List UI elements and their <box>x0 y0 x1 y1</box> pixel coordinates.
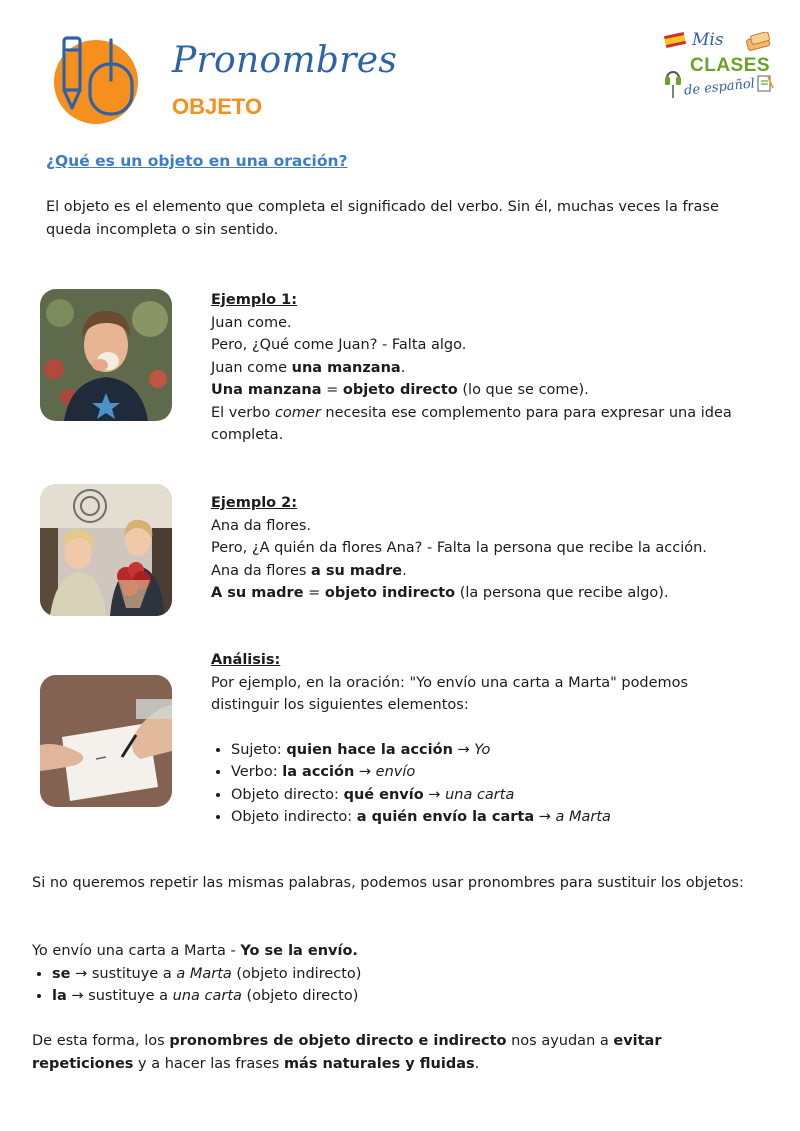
brand-mis: Mis <box>692 30 724 50</box>
list-item: • se → sustituye a a Marta (objeto indirecto) <box>52 963 752 986</box>
list-item: • Objeto indirecto: a quién envío la carta → a Marta <box>231 806 756 829</box>
pencil-mouse-logo-icon <box>50 34 150 126</box>
example-2-line4: A su madre = objeto indirecto (la persona que recibe algo). <box>211 585 669 601</box>
example-2-line3: Ana da flores a su madre. <box>211 562 407 579</box>
analysis-text: Por ejemplo, en la oración: "Yo envío una carta a Marta" podemos distinguir los siguientes elementos: <box>211 674 689 713</box>
example-sentence: Yo envío una carta a Marta - Yo se la envío. <box>32 943 358 959</box>
pronouns-paragraph: Si no queremos repetir las mismas palabras, podemos usar pronombres para sustituir los objetos: <box>32 875 744 891</box>
photo-boy-eating-apple <box>40 289 172 421</box>
spain-flag-icon <box>664 32 686 48</box>
example-2-block <box>211 492 756 605</box>
analysis-block <box>211 649 756 829</box>
list-item: • la → sustituye a una carta (objeto directo) <box>52 985 752 1008</box>
example-1-line1: Juan come. <box>211 314 292 331</box>
section-question-heading: ¿Qué es un objeto en una oración? <box>46 152 348 170</box>
conclusion-paragraph: De esta forma, los pronombres de objeto directo e indirecto nos ayudan a evitar repeticiones y a hacer las frases más naturales y fluidas. <box>32 1033 662 1072</box>
tickets-icon <box>744 32 774 52</box>
photo-flowers-gift <box>40 484 172 616</box>
example-1-line5: El verbo comer necesita ese complemento para para expresar una idea completa. <box>211 404 732 443</box>
pronoun-list <box>32 963 752 1008</box>
brand-logo <box>660 28 780 108</box>
example-1-line4: Una manzana = objeto directo (lo que se come). <box>211 382 589 398</box>
analysis-list <box>211 739 756 829</box>
brand-clases: CLASES <box>690 55 771 76</box>
example-2-line1: Ana da flores. <box>211 517 312 534</box>
example-1-heading: Ejemplo 1: <box>211 292 298 308</box>
brand-de-espanol: de español <box>683 76 756 99</box>
page-title: Pronombres <box>172 40 398 81</box>
example-1-block <box>211 289 756 447</box>
page-subtitle: OBJETO <box>172 94 263 119</box>
headphones-icon <box>664 66 682 100</box>
list-item: • Sujeto: quien hace la acción → Yo <box>231 739 756 762</box>
list-item: • Verbo: la acción → envío <box>231 761 756 784</box>
example-2-line2: Pero, ¿A quién da flores Ana? - Falta la persona que recibe la acción. <box>211 540 707 556</box>
intro-paragraph: El objeto es el elemento que completa el significado del verbo. Sin él, muchas veces la frase queda incompleta o sin sentido. <box>46 199 719 238</box>
pronouns-example <box>32 940 752 1008</box>
analysis-heading: Análisis: <box>211 652 281 668</box>
notebook-icon <box>756 74 774 94</box>
list-item: • Objeto directo: qué envío → una carta <box>231 784 756 807</box>
photo-writing-letter <box>40 675 172 807</box>
example-1-line3: Juan come una manzana. <box>211 359 406 376</box>
example-2-heading: Ejemplo 2: <box>211 495 298 511</box>
example-1-line2: Pero, ¿Qué come Juan? - Falta algo. <box>211 337 467 353</box>
